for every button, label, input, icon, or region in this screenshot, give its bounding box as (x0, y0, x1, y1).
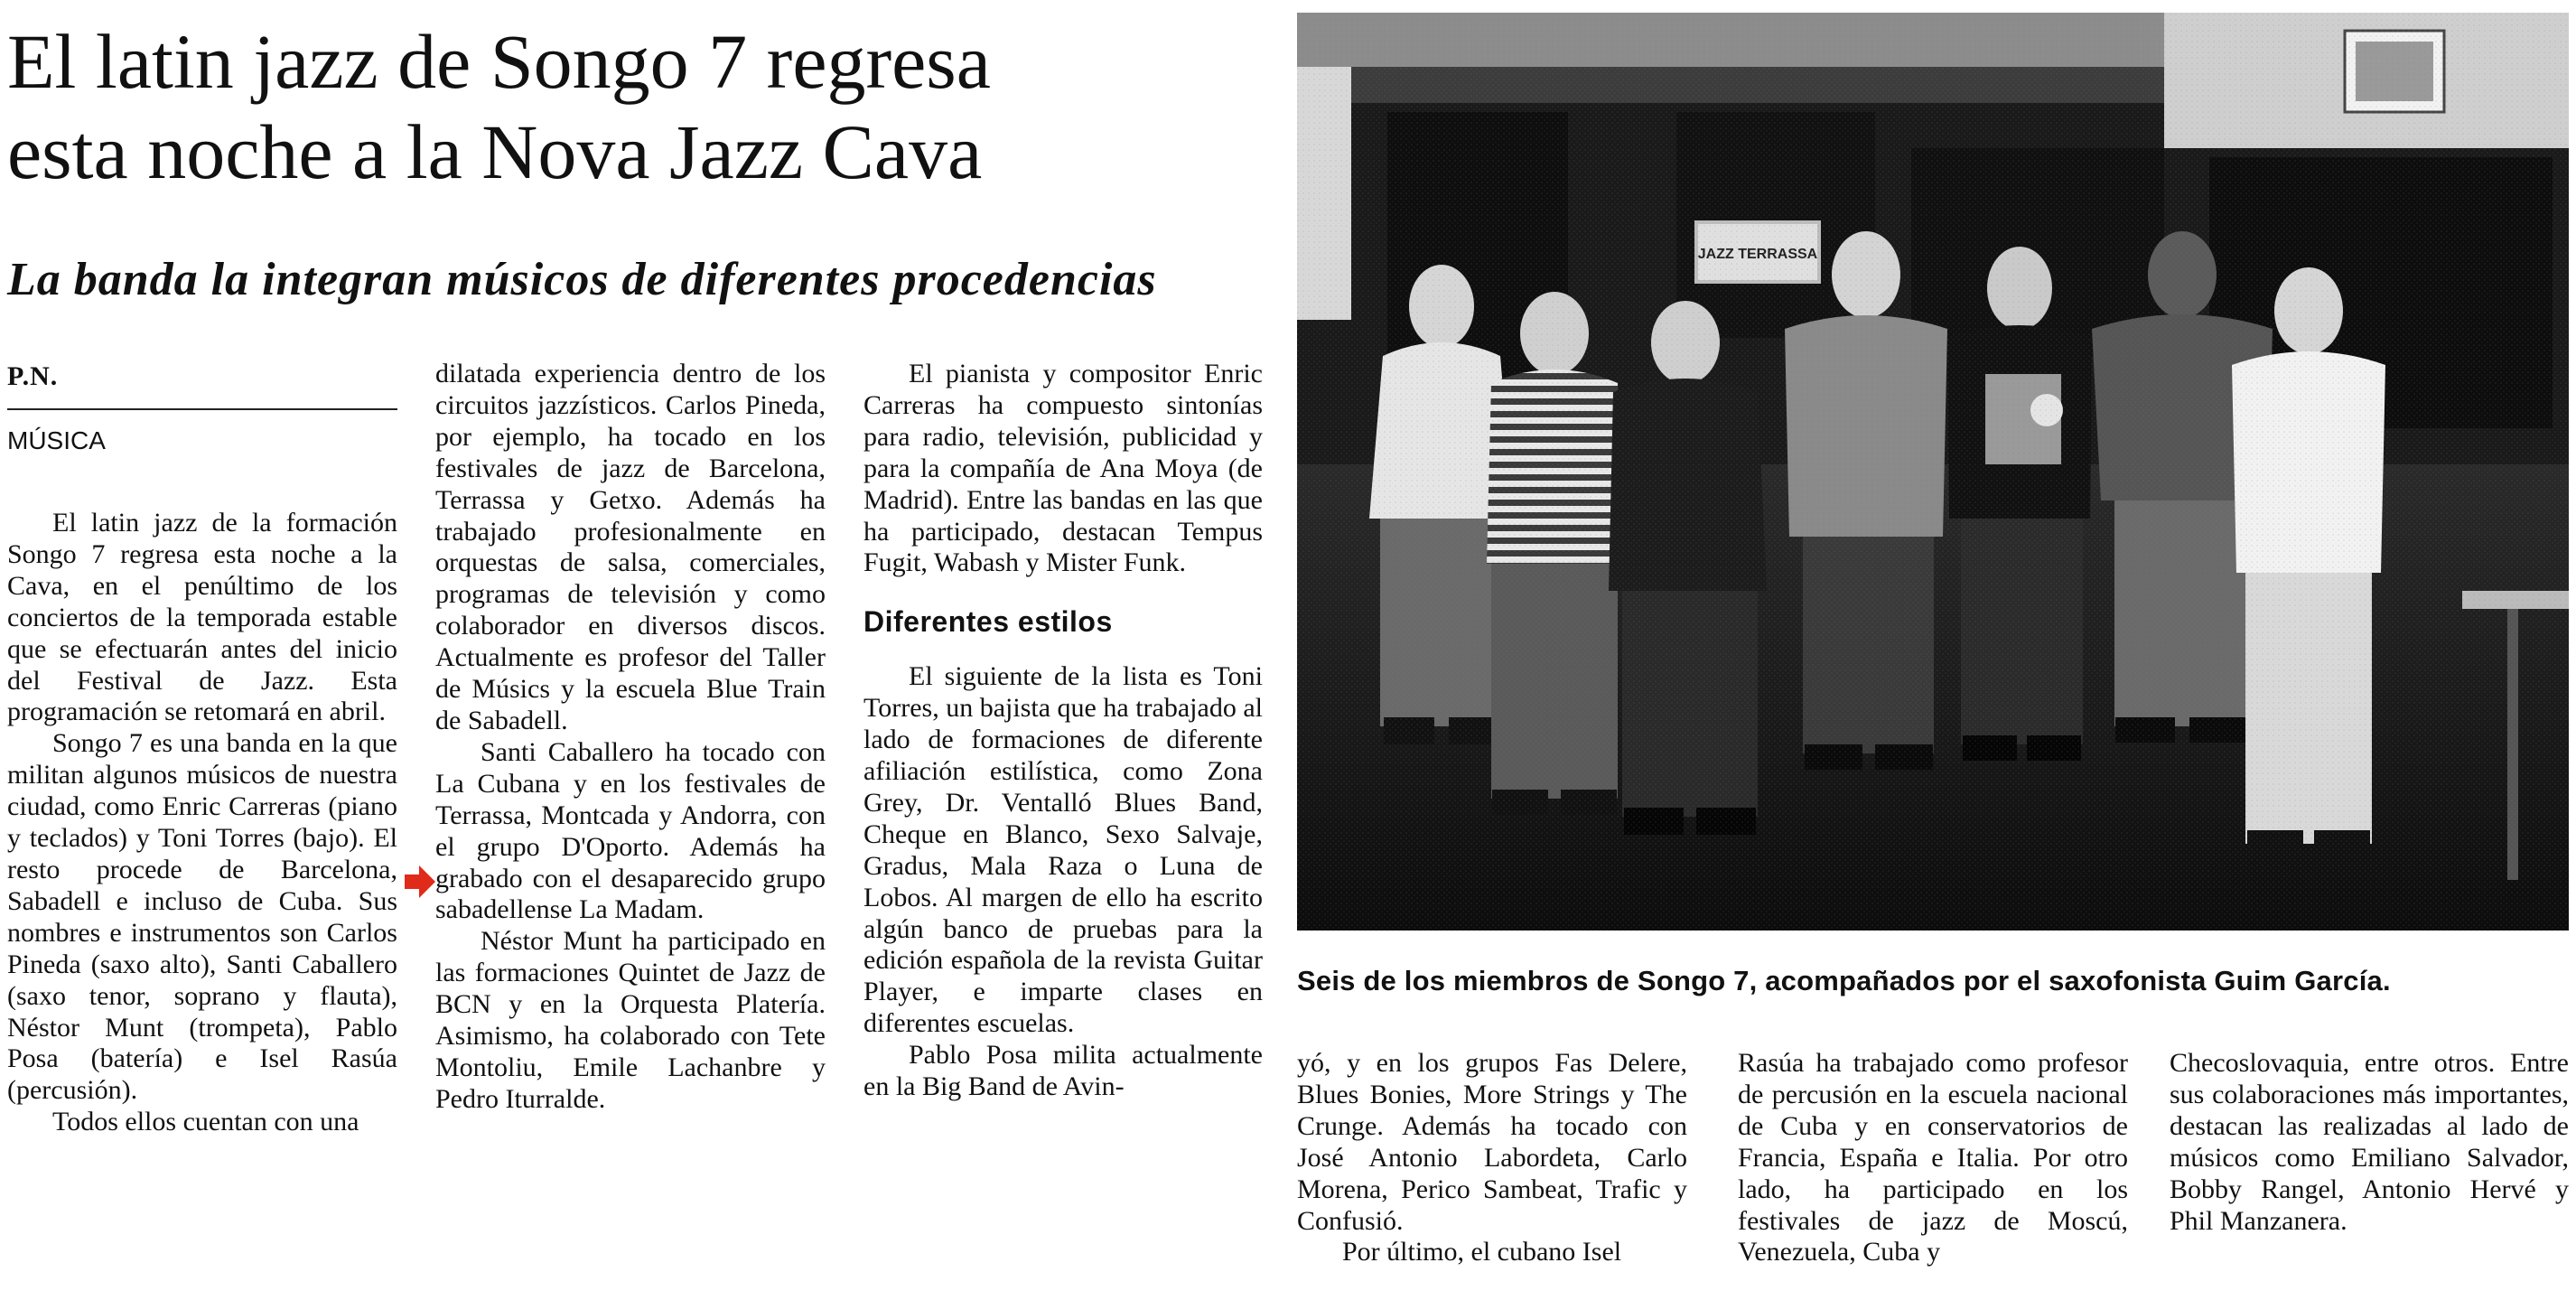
section-label: MÚSICA (7, 426, 106, 454)
subheadline: La banda la integran músicos de diferentes procedencias (7, 254, 1157, 305)
paragraph: yó, y en los grupos Fas Delere, Blues Bonies, More Strings y The Crunge. Además ha tocado con José Antonio Labordeta, Carlo Morena, Perico Sambeat, Trafic y Confusió. (1297, 1048, 1687, 1236)
article-column-3 (863, 359, 1263, 1103)
paragraph: El pianista y compositor Enric Carreras ha compuesto sintonías para radio, televisión, publicidad y para la compañía de Ana Moya (de Madrid). Entre las bandas en las que ha participado, destacan Tempus Fugit, Wabash y Mister Funk. (863, 359, 1263, 578)
paragraph: El latin jazz de la formación Songo 7 regresa esta noche a la Cava, en el penúltimo de los conciertos de la temporada estable que se efectuarán antes del inicio del Festival de Jazz. Esta programación se retomará en abril. (7, 508, 397, 727)
paragraph: Todos ellos cuentan con una (52, 1107, 359, 1137)
red-arrow-marker-icon (405, 865, 435, 898)
article-column-4 (1297, 1048, 1687, 1268)
paragraph: Por último, el cubano Isel (1342, 1237, 1622, 1267)
paragraph: Néstor Munt ha participado en las formaciones Quintet de Jazz de BCN y en la Orquesta Platería. Asimismo, ha colaborado con Tete Montoliu, Emile Lachanbre y Pedro Iturralde. (435, 926, 826, 1114)
headline-line-2: esta noche a la Nova Jazz Cava (7, 108, 983, 195)
paragraph: Pablo Posa milita actualmente en la Big Band de Avin- (863, 1040, 1263, 1102)
article-column-5 (1738, 1048, 2128, 1268)
paragraph: El siguiente de la lista es Toni Torres, un bajista que ha trabajado al lado de formaciones de diferente afiliación estilística, como Zona Grey, Dr. Ventalló Blues Band, Cheque en Blanco, Sexo Salvaje, Gradus, Mala Raza o Luna de Lobos. Al margen de ello ha escrito algún banco de pruebas para la edición española de la revista Guitar Player, e imparte clases en diferentes escuelas. (863, 661, 1263, 1039)
band-photo-drawing (1297, 13, 2569, 931)
paragraph: Songo 7 es una banda en la que militan algunos músicos de nuestra ciudad, como Enric Carreras (piano y teclados) y Toni Torres (bajo). El resto procede de Barcelona, Sabadell e incluso de Cuba. Sus nombres e instrumentos son Carlos Pineda (saxo alto), Santi Caballero (saxo tenor, soprano y flauta), Néstor Munt (trompeta), Pablo Posa (batería) e Isel Rasúa (percusión). (7, 728, 397, 1106)
photo-caption: Seis de los miembros de Songo 7, acompañados por el saxofonista Guim García. (1297, 965, 2391, 996)
paragraph: dilatada experiencia dentro de los circuitos jazzísticos. Carlos Pineda, por ejemplo, ha tocado en los festivales de jazz de Barcelona, Terrassa y Getxo. Además ha trabajado profesionalmente en orquestas de salsa, comerciales, programas de televisión y como colaborador en diversos discos. Actualmente es profesor del Taller de Músics y la escuela Blue Train de Sabadell. (435, 359, 826, 735)
band-photo (1297, 13, 2569, 931)
section-heading: Diferentes estilos (863, 605, 1113, 639)
article-column-1 (7, 508, 397, 1138)
paragraph: Rasúa ha trabajado como profesor de percusión en la escuela nacional de Cuba y en conservatorios de Francia, España e Italia. Por otro lado, ha participado en los festivales de jazz de Moscú, Venezuela, Cuba y (1738, 1048, 2128, 1267)
paragraph: Santi Caballero ha tocado con La Cubana y en los festivales de Terrassa, Montcada y Andorra, con el grupo D'Oporto. Además ha grabado con el desaparecido grupo sabadellense La Madam. (435, 736, 826, 925)
article-column-2 (435, 359, 826, 1116)
byline-author: P.N. (7, 361, 59, 391)
byline-divider (7, 408, 397, 410)
headline-line-1: El latin jazz de Songo 7 regresa (7, 18, 991, 105)
headline (7, 16, 1272, 197)
paragraph: Checoslovaquia, entre otros. Entre sus colaboraciones más importantes, destacan las realizadas al lado de músicos como Emiliano Salvador, Bobby Rangel, Antonio Hervé y Phil Manzanera. (2170, 1048, 2569, 1236)
article-column-6 (2170, 1048, 2569, 1237)
